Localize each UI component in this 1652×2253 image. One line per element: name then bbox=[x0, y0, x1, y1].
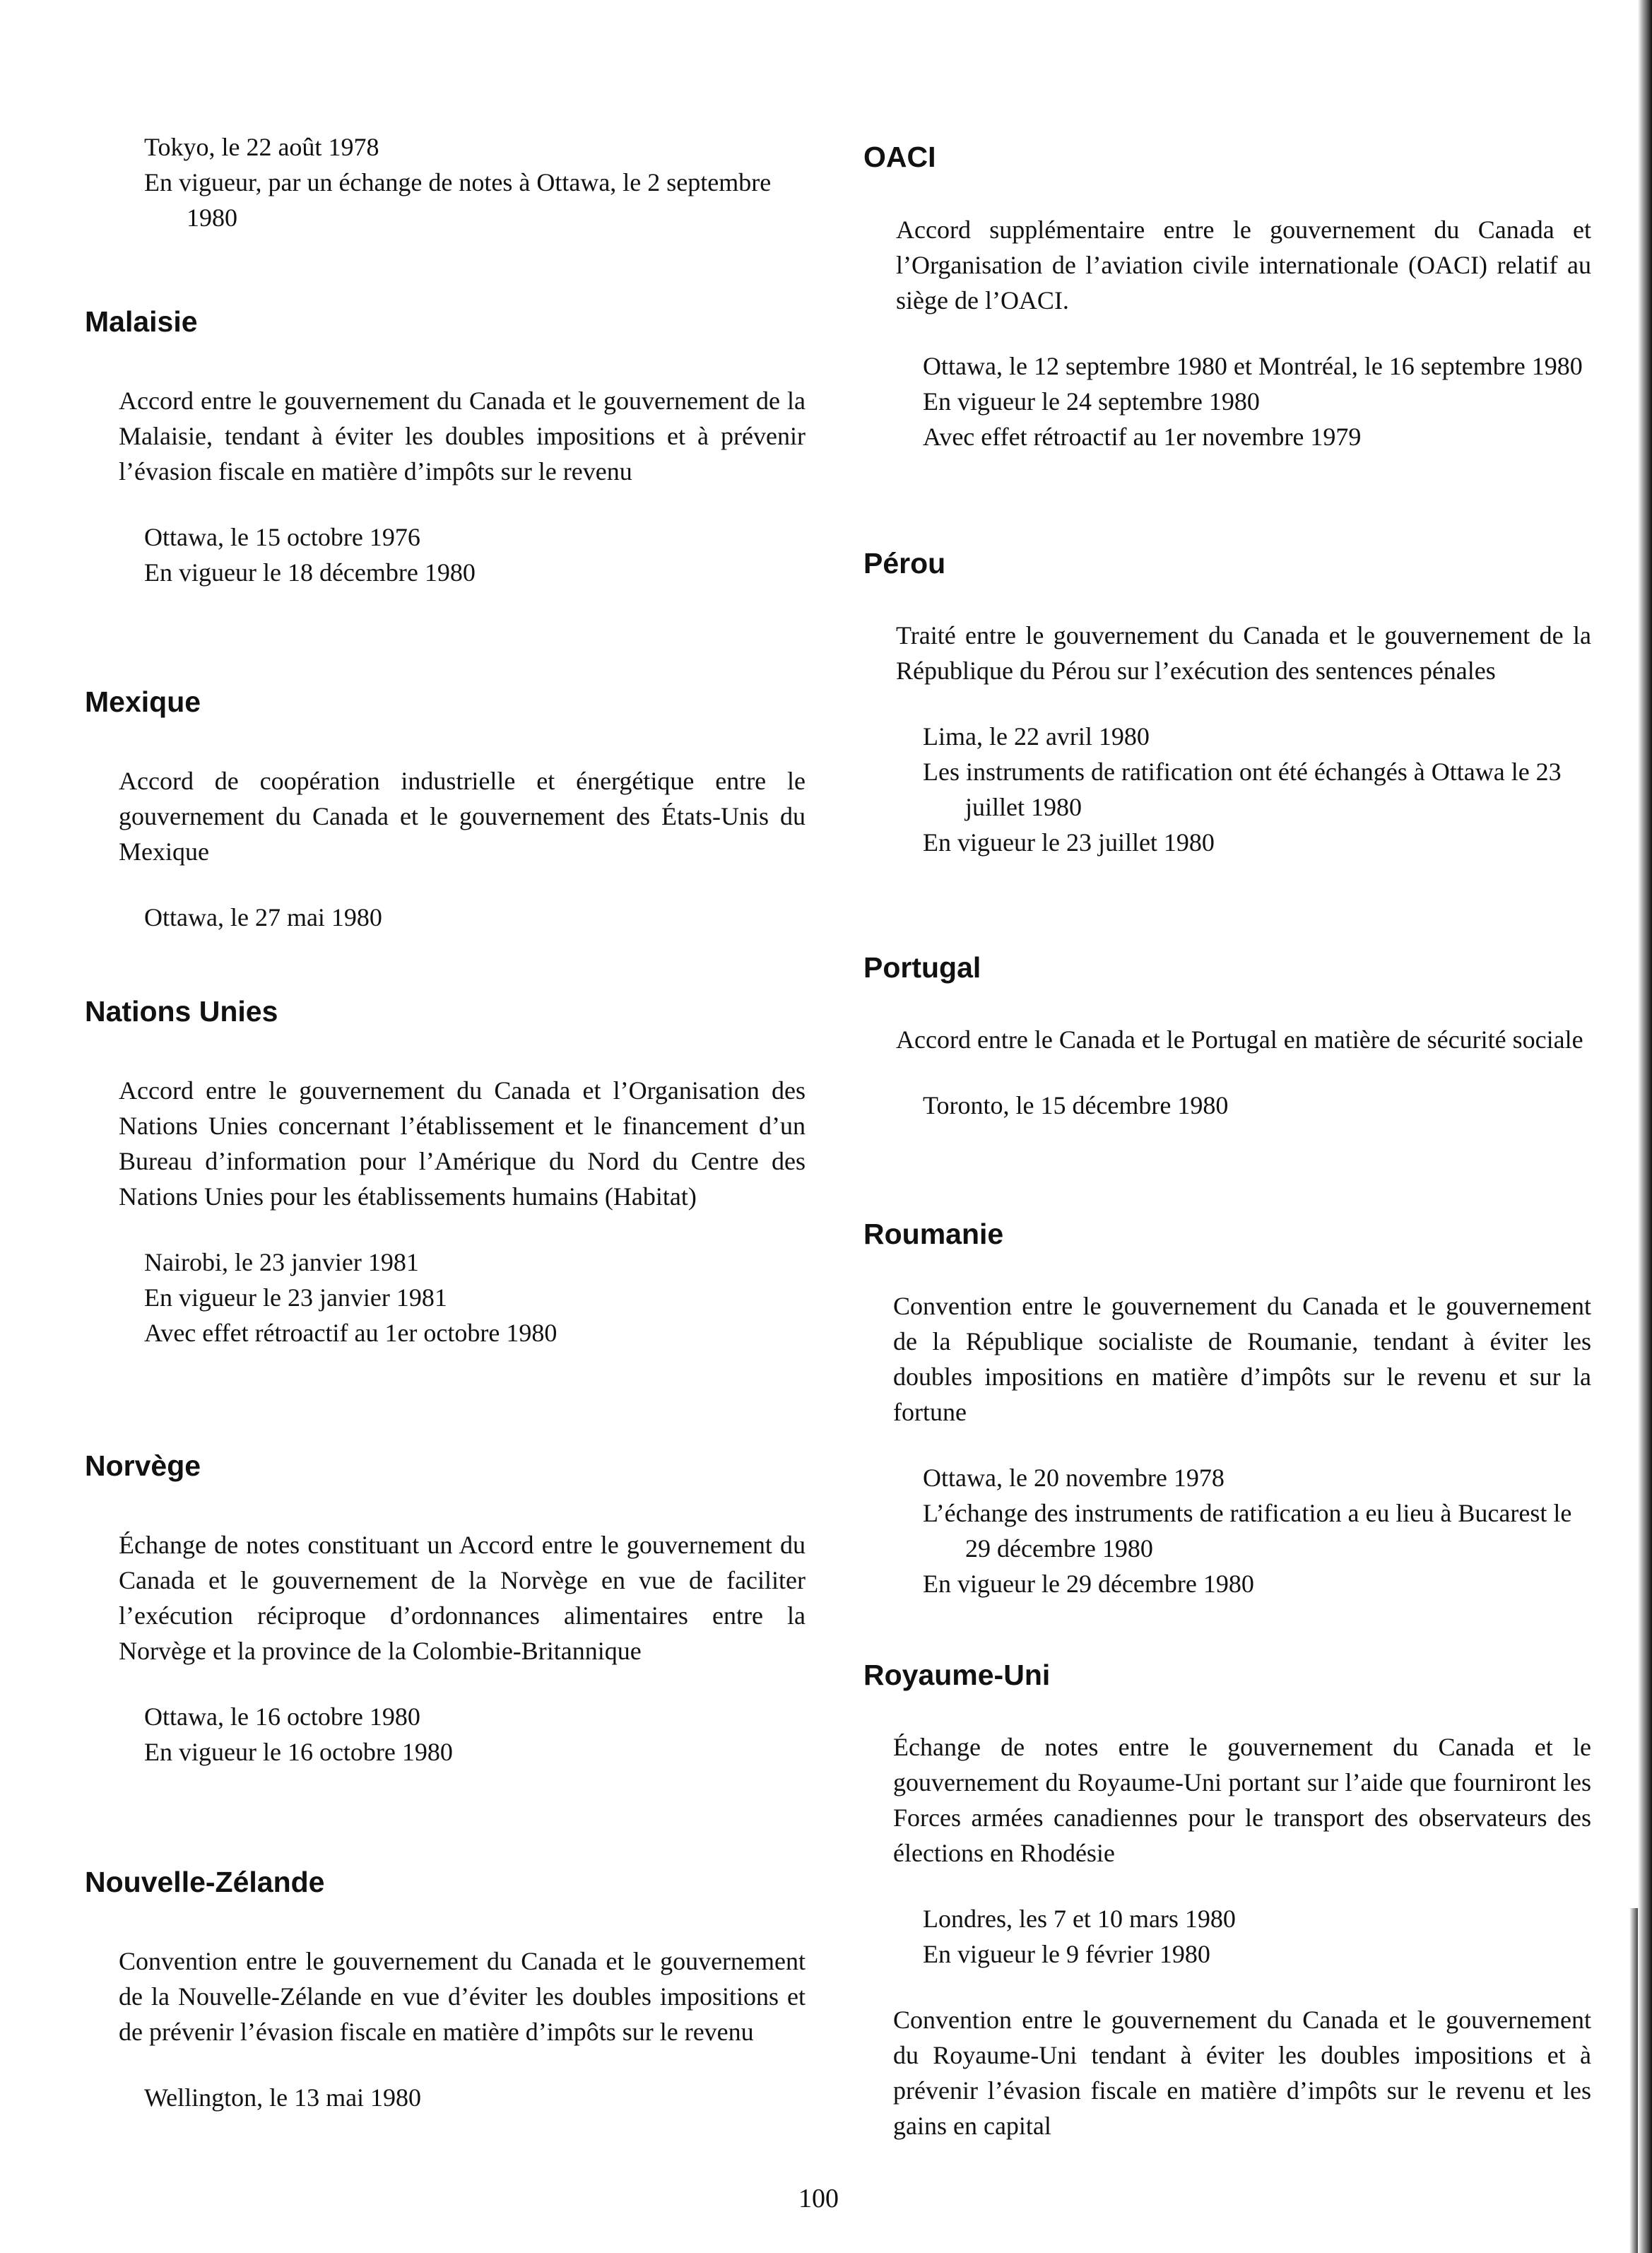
meta-line: En vigueur le 23 janvier 1981 bbox=[144, 1283, 447, 1312]
section-perou bbox=[863, 546, 1591, 860]
section-description: Convention entre le gouvernement du Canada et le gouvernement de la République socialiste de Roumanie, tendant à éviter les doubles impositions en matière d’impôts sur le revenu et sur la fortune bbox=[893, 1292, 1591, 1426]
section-heading: Roumanie bbox=[863, 1218, 1004, 1250]
meta-line: Lima, le 22 avril 1980 bbox=[923, 722, 1150, 751]
section-malaisie bbox=[85, 304, 806, 590]
section-description: Accord entre le Canada et le Portugal en matière de sécurité sociale bbox=[896, 1025, 1583, 1054]
section-nations-unies bbox=[85, 994, 806, 1351]
meta-line: En vigueur le 16 octobre 1980 bbox=[144, 1738, 453, 1766]
section-heading: Pérou bbox=[863, 547, 946, 580]
meta-line: Ottawa, le 20 novembre 1978 bbox=[923, 1464, 1225, 1492]
section-royaume-uni bbox=[863, 1657, 1591, 2143]
meta-line: Ottawa, le 27 mai 1980 bbox=[144, 903, 382, 931]
section-heading: Mexique bbox=[85, 686, 201, 718]
section-oaci bbox=[863, 139, 1591, 454]
section-description: Échange de notes constituant un Accord entre le gouvernement du Canada et le gouvernement de la Norvège en vue de faciliter l’exécution réciproque d’ordonnances alimentaires entre la Norvège et la province de la Colombie-Britannique bbox=[119, 1531, 806, 1665]
section-description: Accord entre le gouvernement du Canada et le gouvernement de la Malaisie, tendant à éviter les doubles impositions et à prévenir l’évasion fiscale en matière d’impôts sur le revenu bbox=[119, 387, 806, 486]
scan-border-decoration bbox=[1629, 1908, 1638, 2253]
meta-line: L’échange des instruments de ratification a eu lieu à Bucarest le 29 décembre 1980 bbox=[923, 1499, 1572, 1563]
section-heading: Malaisie bbox=[85, 305, 198, 338]
section-description-extra: Convention entre le gouvernement du Canada et le gouvernement du Royaume-Uni tendant à éviter les doubles impositions et à prévenir l’évasion fiscale en matière d’impôts sur le revenu et les gains en capital bbox=[893, 2006, 1591, 2140]
section-norvege bbox=[85, 1448, 806, 1770]
section-heading: Royaume-Uni bbox=[863, 1659, 1051, 1691]
section-description: Accord supplémentaire entre le gouvernement du Canada et l’Organisation de l’aviation civile internationale (OACI) relatif au siège de l’OACI. bbox=[896, 216, 1591, 314]
section-heading: Portugal bbox=[863, 951, 981, 984]
section-heading: Nouvelle-Zélande bbox=[85, 1866, 325, 1898]
section-heading: Nations Unies bbox=[85, 995, 278, 1028]
meta-line: Tokyo, le 22 août 1978 bbox=[144, 133, 379, 161]
intro-block bbox=[85, 129, 806, 235]
scan-border-decoration bbox=[1638, 0, 1652, 2253]
meta-line: Les instruments de ratification ont été échangés à Ottawa le 23 juillet 1980 bbox=[923, 758, 1562, 821]
meta-line: En vigueur le 9 février 1980 bbox=[923, 1940, 1210, 1968]
meta-line: Toronto, le 15 décembre 1980 bbox=[923, 1091, 1229, 1119]
meta-line: En vigueur, par un échange de notes à Ottawa, le 2 septembre 1980 bbox=[144, 168, 772, 232]
section-heading: Norvège bbox=[85, 1449, 201, 1482]
meta-line: Wellington, le 13 mai 1980 bbox=[144, 2083, 422, 2112]
section-description: Échange de notes entre le gouvernement du Canada et le gouvernement du Royaume-Uni portant sur l’aide que fourniront les Forces armées canadiennes pour le transport des observateurs des élections en Rhodésie bbox=[893, 1733, 1591, 1867]
section-description: Traité entre le gouvernement du Canada et le gouvernement de la République du Pérou sur l’exécution des sentences pénales bbox=[896, 621, 1591, 685]
meta-line: En vigueur le 29 décembre 1980 bbox=[923, 1570, 1254, 1598]
meta-line: En vigueur le 24 septembre 1980 bbox=[923, 387, 1260, 416]
meta-line: Ottawa, le 16 octobre 1980 bbox=[144, 1702, 420, 1731]
meta-line: Avec effet rétroactif au 1er novembre 1979 bbox=[923, 423, 1362, 451]
section-roumanie bbox=[863, 1216, 1591, 1601]
section-mexique bbox=[85, 684, 806, 935]
section-description: Accord de coopération industrielle et énergétique entre le gouvernement du Canada et le gouvernement des États-Unis du Mexique bbox=[119, 767, 806, 866]
meta-line: Nairobi, le 23 janvier 1981 bbox=[144, 1248, 419, 1276]
meta-line: Ottawa, le 15 octobre 1976 bbox=[144, 523, 420, 551]
meta-line: Ottawa, le 12 septembre 1980 et Montréal, le 16 septembre 1980 bbox=[923, 352, 1583, 380]
meta-line: En vigueur le 23 juillet 1980 bbox=[923, 828, 1215, 857]
section-description: Convention entre le gouvernement du Canada et le gouvernement de la Nouvelle-Zélande en vue d’éviter les doubles impositions et de prévenir l’évasion fiscale en matière d’impôts sur le revenu bbox=[119, 1947, 806, 2046]
section-portugal bbox=[863, 950, 1591, 1123]
section-heading: OACI bbox=[863, 141, 936, 173]
page-number: 100 bbox=[798, 2184, 839, 2213]
section-nouvelle-zelande bbox=[85, 1864, 806, 2115]
meta-line: Avec effet rétroactif au 1er octobre 1980 bbox=[144, 1319, 557, 1347]
meta-line: Londres, les 7 et 10 mars 1980 bbox=[923, 1905, 1236, 1933]
meta-line: En vigueur le 18 décembre 1980 bbox=[144, 558, 476, 587]
section-description: Accord entre le gouvernement du Canada et l’Organisation des Nations Unies concernant l’établissement et le financement d’un Bureau d’information pour l’Amérique du Nord du Centre des Nations Unies pour les établissements humains (Habitat) bbox=[119, 1076, 806, 1211]
